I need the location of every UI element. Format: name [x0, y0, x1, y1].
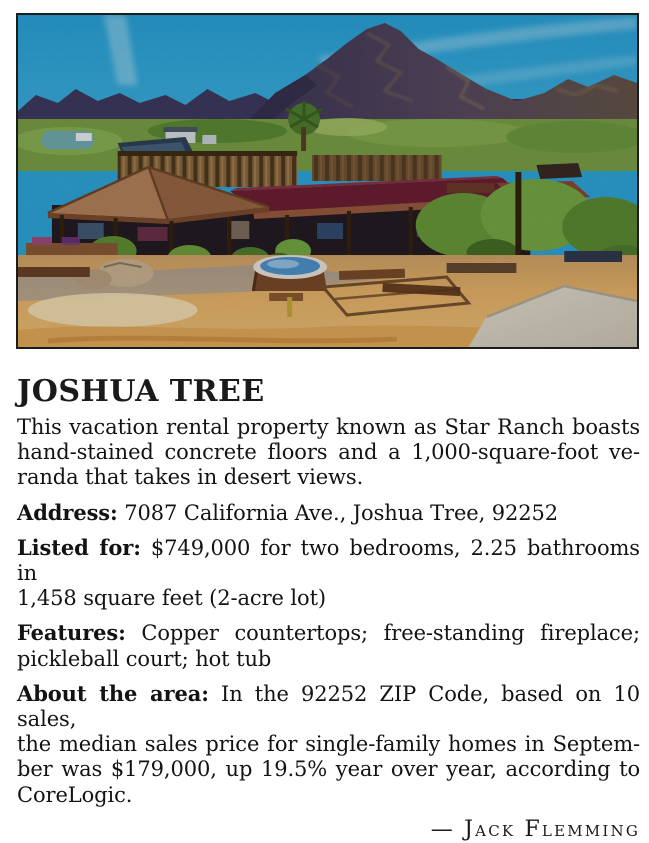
paragraph-line: randa that takes in desert views.	[17, 465, 364, 490]
property-photo-illustration	[18, 15, 637, 347]
paragraph-line: pickleball court; hot tub	[17, 646, 272, 671]
article-paragraph	[17, 415, 640, 491]
paragraph-label: Listed for:	[17, 534, 141, 560]
paragraph-line: Features: Copper countertops; free-standing fireplace;	[17, 620, 640, 646]
paragraph-line: Listed for: $749,000 for two bedrooms, 2.25 bathrooms in	[17, 534, 640, 586]
paragraph-line: CoreLogic.	[17, 782, 133, 807]
paragraph-line: ber was $179,000, up 19.5% year over year, according to	[17, 757, 640, 782]
paragraph-line: Address: 7087 California Ave., Joshua Tree, 92252	[17, 499, 559, 525]
paragraph-line: About the area: In the 92252 ZIP Code, based on 10 sales,	[17, 680, 640, 732]
paragraph-line: This vacation rental property known as Star Ranch boasts	[17, 415, 640, 439]
paragraph-label: About the area:	[17, 680, 209, 706]
byline: — Jack Flemming	[430, 816, 640, 842]
article-paragraph	[17, 535, 640, 612]
paragraph-label: Features:	[17, 620, 126, 646]
news-clipping	[0, 13, 649, 842]
article-body	[17, 375, 640, 843]
paragraph-line: 1,458 square feet (2-acre lot)	[17, 586, 327, 611]
property-photo	[16, 13, 639, 349]
paragraphs	[17, 415, 640, 808]
paragraph-label: Address:	[17, 499, 118, 525]
headline: JOSHUA TREE	[17, 374, 265, 409]
article-paragraph	[17, 681, 640, 808]
paragraph-line: the median sales price for single-family homes in Septem-	[17, 732, 640, 757]
paragraph-line: hand-stained concrete floors and a 1,000-square-foot ve-	[17, 440, 640, 465]
article-paragraph	[17, 500, 640, 526]
photo-grain	[18, 15, 637, 347]
article-paragraph	[17, 620, 640, 671]
